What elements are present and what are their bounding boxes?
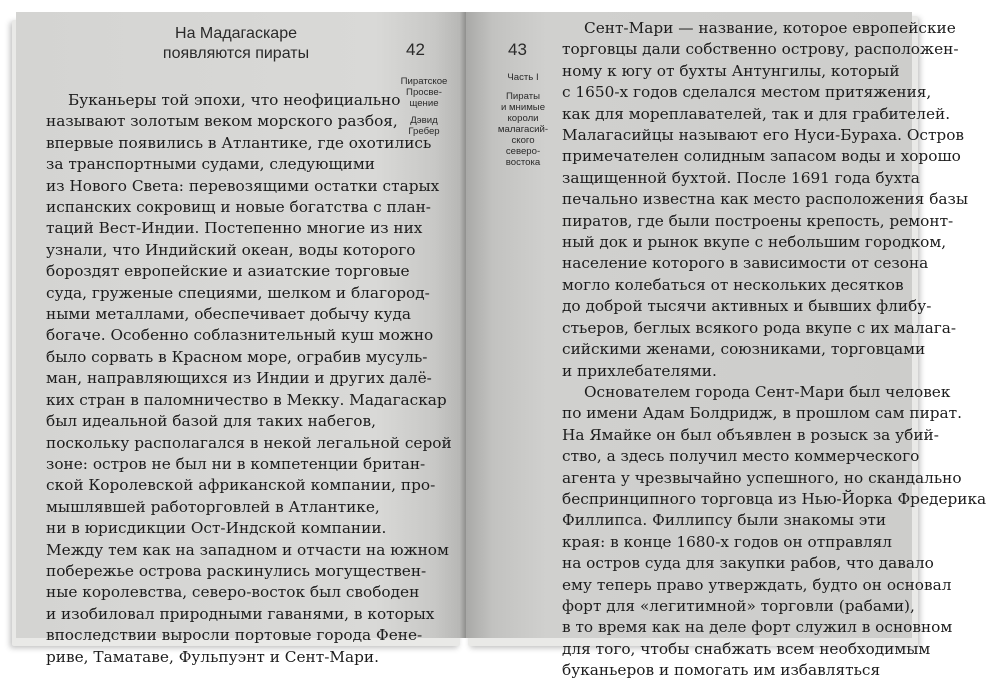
author-line-1: Дэвид (410, 115, 438, 126)
text-line: ской Королевской африканской компании, про- (46, 476, 436, 495)
text-line: агента у чрезвычайно успешного, но скандально (562, 468, 962, 487)
text-line: форт для «легитимной» торговли (рабами), (562, 596, 915, 615)
part-label: Часть I (507, 72, 539, 83)
author-line-2: Гребер (408, 126, 440, 137)
section-title-line-2: и мнимые (500, 102, 546, 113)
text-line: края: в конце 1680-х годов он отправлял (562, 532, 892, 551)
text-line: впервые появились в Атлантике, где охотились (46, 133, 432, 152)
page-number-left: 42 (406, 40, 425, 59)
text-line: на остров суда для закупки рабов, что давало (562, 554, 934, 573)
text-line: и прихлебателями. (562, 361, 717, 380)
text-line: ких стран в паломничество в Мекку. Мадагаскар (46, 390, 447, 409)
text-line: поскольку располагался в некой легальной серой (46, 433, 452, 452)
section-title-line-5: ского (511, 135, 535, 146)
chapter-title (116, 24, 356, 64)
running-head-right (494, 72, 552, 168)
text-line: Филлипса. Филлипсу были знакомы эти (562, 511, 887, 530)
text-line: из Нового Света: перевозящими остатки старых (46, 176, 440, 195)
text-line: было сорвать в Красном море, ограбив мусуль- (46, 347, 428, 366)
text-line: ный док и рынок вкупе с небольшим городком, (562, 233, 947, 252)
text-line: бороздят европейские и азиатские торговые (46, 262, 410, 281)
text-line: торговцы дали собственно острову, расположен- (562, 40, 959, 59)
text-line: На Ямайке он был объявлен в розыск за убий- (562, 425, 939, 444)
chapter-title-line-2: появляются пираты (162, 45, 310, 62)
book-title-line-1: Пиратское (400, 76, 448, 87)
text-line: по имени Адам Болдридж, в прошлом сам пират. (562, 404, 962, 423)
text-line: Сент-Мари — название, которое европейские (584, 19, 956, 37)
text-line: до доброй тысячи активных и бывших флибу- (562, 297, 932, 316)
text-line: ство, а здесь получил место коммерческого (562, 447, 920, 466)
text-line: испанских сокровищ и новые богатства с план- (46, 198, 431, 217)
text-line: с 1650-х годов сделался местом притяжения, (562, 83, 932, 102)
text-line: риве, Таматаве, Фульпуэнт и Сент-Мари. (46, 647, 379, 666)
text-line: мышлявшей работорговлей в Атлантике, (46, 497, 380, 516)
text-line: суда, груженые специями, шелком и благород- (46, 283, 430, 302)
chapter-title-line-1: На Мадагаскаре (175, 25, 297, 42)
running-head-left (394, 76, 454, 137)
text-line: ные королевства, северо-восток был свободен (46, 583, 420, 602)
section-title-line-6: северо- (505, 146, 541, 157)
text-line: население которого в зависимости от сезона (562, 254, 929, 273)
book-title-line-2: Просве- (406, 87, 442, 98)
text-line: ман, направляющихся из Индии и других далё- (46, 369, 432, 388)
right-page-body (562, 18, 986, 682)
text-line: пиратов, где были построены крепость, ремонт- (562, 211, 954, 230)
section-title-line-3: короли (507, 113, 539, 124)
text-line: называют золотым веком морского разбоя, (46, 112, 398, 131)
text-line: Буканьеры той эпохи, что неофициально (68, 91, 401, 109)
text-line: как для мореплавателей, так и для грабителей. (562, 104, 951, 123)
text-line: печально известна как место расположения базы (562, 190, 969, 209)
text-line: впоследствии выросли портовые города Фене- (46, 626, 423, 645)
text-line: Малагасийцы называют его Нуси-Бураха. Остров (562, 126, 965, 145)
text-line: и изобиловал природными гаванями, в которых (46, 604, 435, 623)
text-line: зоне: остров не был ни в компетенции британ- (46, 454, 426, 473)
text-line: Между тем как на западном и отчасти на южном (46, 540, 449, 559)
left-page (16, 12, 466, 666)
text-line: могло колебаться от нескольких десятков (562, 275, 904, 294)
text-line: Основателем города Сент-Мари был человек (584, 382, 951, 401)
text-line: ными металлами, обеспечивает добычу куда (46, 305, 412, 324)
open-book (12, 12, 986, 680)
page-number-right: 43 (508, 40, 527, 59)
book-title-line-3: щение (409, 98, 439, 109)
text-line: защищенной бухтой. После 1691 года бухта (562, 168, 920, 187)
text-line: узнали, что Индийский океан, воды которого (46, 240, 416, 259)
text-line: для того, чтобы снабжать всем необходимым (562, 639, 931, 658)
section-title-line-7: востока (505, 157, 541, 168)
text-line: за транспортными судами, следующими (46, 155, 375, 174)
text-line: ни в юрисдикции Ост-Индской компании. (46, 519, 387, 538)
text-line: буканьеров и помогать им избавляться (562, 661, 881, 680)
text-line: сийскими женами, союзниками, торговцами (562, 340, 926, 359)
section-title-line-1: Пираты (505, 91, 540, 102)
right-page (466, 12, 986, 680)
text-line: ему теперь право утверждать, будто он основал (562, 575, 952, 594)
text-line: побережье острова раскинулись могуществен- (46, 561, 427, 580)
text-line: был идеальной базой для таких набегов, (46, 412, 376, 431)
text-line: ному к югу от бухты Антунгилы, который (562, 61, 900, 80)
text-line: беспринципного торговца из Нью-Йорка Фредерика (562, 489, 986, 508)
text-line: стьеров, беглых всякого рода вкупе с их малага- (562, 318, 957, 337)
text-line: примечателен солидным запасом воды и хорошо (562, 147, 961, 166)
section-title-line-4: малагасий- (497, 124, 549, 135)
text-line: богаче. Особенно соблазнительный куш можно (46, 326, 434, 345)
text-line: таций Вест-Индии. Постепенно многие из них (46, 219, 423, 238)
text-line: в то время как на деле форт служил в основном (562, 618, 953, 637)
